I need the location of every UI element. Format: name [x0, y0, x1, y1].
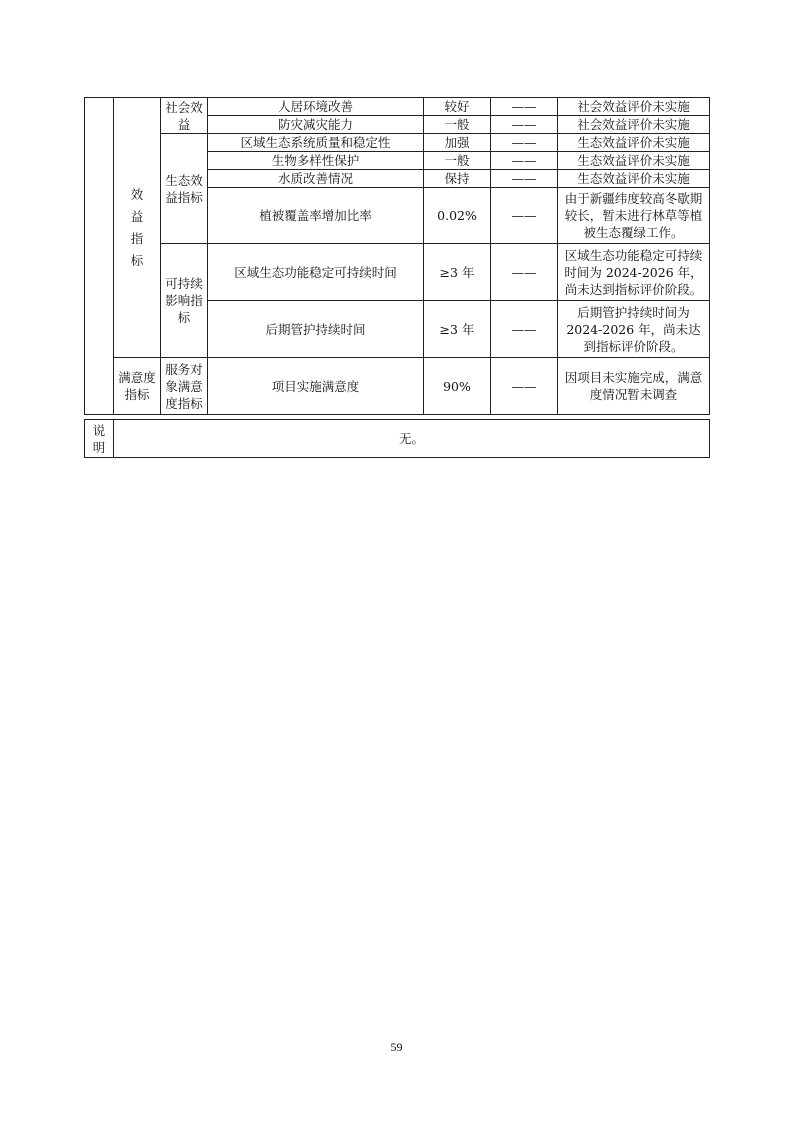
indicator-cell: 区域生态功能稳定可持续时间	[208, 244, 424, 301]
note-cell: 生态效益评价未实施	[558, 134, 710, 152]
performance-indicator-table	[84, 97, 710, 415]
indicator-cell: 植被覆盖率增加比率	[208, 188, 424, 244]
remark-text: 无。	[114, 420, 710, 458]
target-cell: 一般	[424, 152, 491, 170]
remark-label: 说 明	[85, 420, 114, 458]
sustainability-impact-label: 可持续 影响指 标	[161, 244, 208, 358]
target-cell: ≥3 年	[424, 301, 491, 358]
note-cell: 生态效益评价未实施	[558, 152, 710, 170]
note-cell: 生态效益评价未实施	[558, 170, 710, 188]
indicator-cell: 区域生态系统质量和稳定性	[208, 134, 424, 152]
indicator-cell: 人居环境改善	[208, 98, 424, 116]
target-cell: 加强	[424, 134, 491, 152]
remark-table	[84, 419, 710, 458]
note-cell: 因项目未实施完成，满意度情况暂未调查	[558, 358, 710, 415]
target-cell: 0.02%	[424, 188, 491, 244]
note-cell: 由于新疆纬度较高冬歇期较长，暂未进行林草等植被生态覆绿工作。	[558, 188, 710, 244]
note-cell: 社会效益评价未实施	[558, 98, 710, 116]
blank-cell	[85, 98, 114, 415]
benefit-indicator-label: 效 益 指 标	[114, 98, 161, 358]
target-cell: ≥3 年	[424, 244, 491, 301]
eco-benefit-label: 生态效 益指标	[161, 134, 208, 244]
target-cell: 一般	[424, 116, 491, 134]
actual-cell: ——	[491, 358, 558, 415]
indicator-cell: 项目实施满意度	[208, 358, 424, 415]
service-satisfaction-label: 服务对 象满意 度指标	[161, 358, 208, 415]
actual-cell: ——	[491, 188, 558, 244]
actual-cell: ——	[491, 134, 558, 152]
actual-cell: ——	[491, 152, 558, 170]
indicator-cell: 生物多样性保护	[208, 152, 424, 170]
actual-cell: ——	[491, 170, 558, 188]
actual-cell: ——	[491, 98, 558, 116]
note-cell: 社会效益评价未实施	[558, 116, 710, 134]
note-cell: 后期管护持续时间为 2024-2026 年，尚未达到指标评价阶段。	[558, 301, 710, 358]
note-cell: 区域生态功能稳定可持续时间为 2024-2026 年，尚未达到指标评价阶段。	[558, 244, 710, 301]
actual-cell: ——	[491, 244, 558, 301]
indicator-cell: 后期管护持续时间	[208, 301, 424, 358]
indicator-cell: 防灾减灾能力	[208, 116, 424, 134]
target-cell: 90%	[424, 358, 491, 415]
satisfaction-indicator-label: 满意度 指标	[114, 358, 161, 415]
indicator-cell: 水质改善情况	[208, 170, 424, 188]
target-cell: 较好	[424, 98, 491, 116]
social-benefit-label: 社会效 益	[161, 98, 208, 134]
actual-cell: ——	[491, 301, 558, 358]
page-number: 59	[390, 1040, 403, 1054]
actual-cell: ——	[491, 116, 558, 134]
target-cell: 保持	[424, 170, 491, 188]
